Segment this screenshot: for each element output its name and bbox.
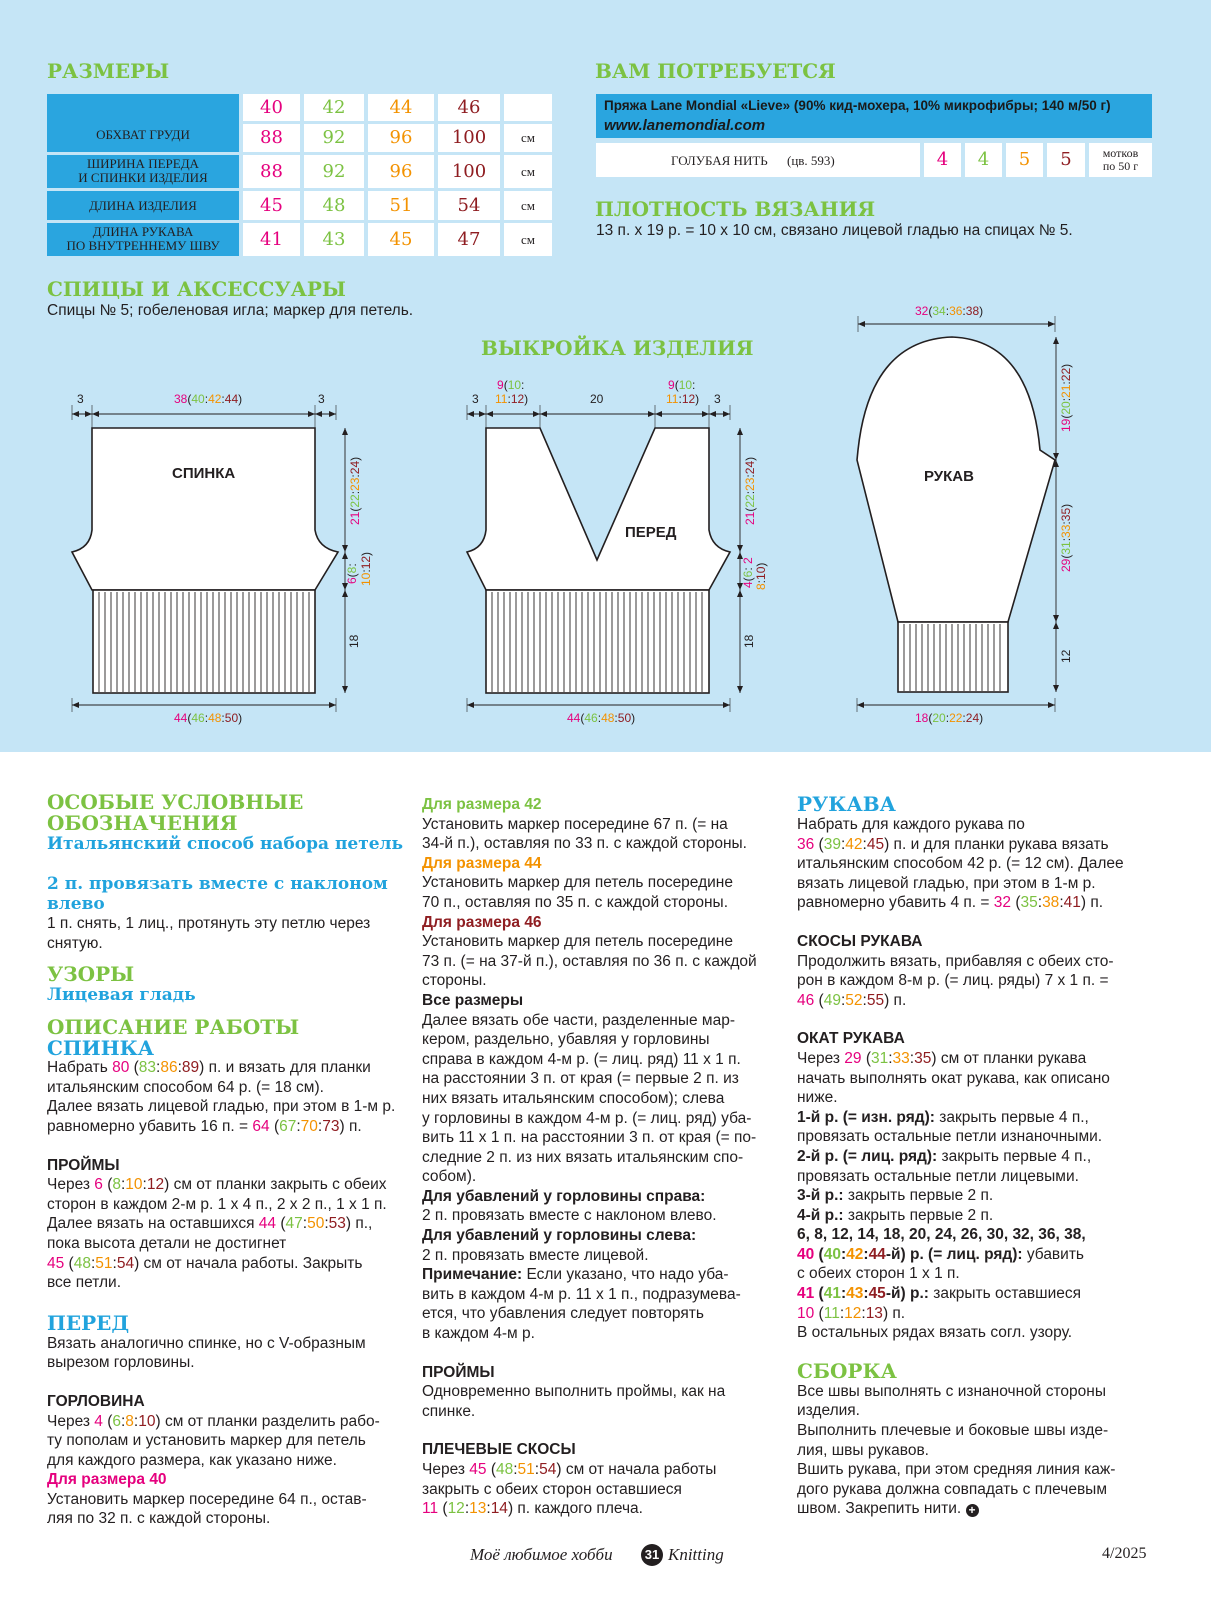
dim-18: 18 [347, 634, 361, 648]
text-line: Через 4 (6:8:10) см от планки разделить рабо- [47, 1412, 380, 1430]
dim-front-width: 44(46:48:50) [567, 711, 636, 725]
text-line: собом). [422, 1168, 477, 1186]
text-line: 1 п. снять, 1 лиц., протянуть эту петлю через [47, 915, 371, 932]
row-label-length: ДЛИНА ИЗДЕЛИЯ [89, 198, 197, 213]
back-heading: СПИНКА [47, 1036, 155, 1061]
cell: 96 [368, 155, 434, 188]
text-line: швом. Закрепить нити. + [797, 1499, 1167, 1519]
text-line: Через 29 (31:33:35) см от планки рукава [797, 1049, 1087, 1067]
dim-3: 3 [318, 392, 325, 406]
text-line: Установить маркер для петель посередине [422, 874, 733, 892]
assembly-heading: СБОРКА [797, 1358, 897, 1383]
text-line: все петли. [47, 1274, 122, 1292]
dim-18: 18 [742, 634, 756, 648]
cell: 88 [243, 155, 300, 188]
text-line: справа в каждом 4-м р. (= лиц. ряд) 11 х 1 п. [422, 1050, 741, 1068]
text-line: с обеих сторон 1 х 1 п. [797, 1265, 960, 1283]
row-label-chest: ОБХВАТ ГРУДИ [96, 127, 190, 142]
text-line: 73 п. (= на 37-й п.), оставляя по 36 п. с каждой [422, 952, 757, 970]
dim-back-h6b: 10:12) [359, 551, 373, 586]
text-line: Продолжить вязать, прибавляя с обеих сто- [797, 952, 1114, 970]
special-heading: ОСОБЫЕ УСЛОВНЫЕ [47, 790, 304, 814]
text-line: сторон в каждом 2-м р. 1 х 4 п., 2 х 2 п., 1 х 1 п. [47, 1195, 387, 1213]
row-label-sleeve-2: ПО ВНУТРЕННЕМУ ШВУ [66, 238, 220, 253]
neck-heading: ГОРЛОВИНА [47, 1392, 145, 1410]
text-line: вить 11 х 1 п. на расстоянии 3 п. от края (= по- [422, 1129, 757, 1147]
front-label: ПЕРЕД [625, 524, 677, 541]
text-line: закрыть с обеих сторон оставшиеся [422, 1480, 682, 1498]
text-line: Установить маркер посередине 67 п. (= на [422, 815, 728, 833]
magazine-name: Моё любимое хобби [470, 1545, 613, 1564]
end-mark-icon: + [966, 1504, 979, 1517]
column-1 [47, 792, 407, 1529]
text-line: Далее вязать обе части, разделенные мар- [422, 1011, 735, 1029]
page-number: 31 [641, 1544, 663, 1566]
page-footer [0, 1545, 1211, 1575]
dim-front-h4b: 8:10) [754, 562, 768, 590]
needles-heading: СПИЦЫ И АКСЕССУАРЫ [47, 277, 346, 301]
cell: 54 [438, 191, 500, 220]
text-line: В остальных рядах вязать согл. узору. [797, 1324, 1073, 1342]
gauge-text: 13 п. х 19 р. = 10 х 10 см, связано лицевой гладью на спицах № 5. [596, 222, 1073, 239]
needles-text: Спицы № 5; гобеленовая игла; маркер для петель. [47, 302, 414, 319]
text-line: спинке. [422, 1402, 476, 1420]
text-line: Установить маркер для петель посередине [422, 933, 733, 951]
text-line: Через 45 (48:51:54) см от начала работы [422, 1461, 717, 1478]
cell: 100 [438, 155, 500, 188]
text-line: равномерно убавить 16 п. = 64 (67:70:73) п. [47, 1117, 362, 1135]
column-2 [422, 795, 782, 1519]
sleeve-cuff [898, 622, 1008, 692]
unit: см [504, 124, 552, 152]
dim-sleeve-width: 18(20:22:24) [915, 711, 984, 725]
text-line: вязать лицевой гладью, при этом в 1-м р. [797, 874, 1096, 892]
text-line: следние 2 п. из них вязать итальянским спо- [422, 1148, 744, 1166]
k2tog-left: 2 п. провязать вместе с наклоном влево [47, 874, 388, 914]
row-label-sleeve-1: ДЛИНА РУКАВА [92, 224, 194, 239]
text-line: итальянским способом 64 р. (= 18 см). [47, 1078, 324, 1096]
section-name: Knitting [668, 1545, 724, 1564]
text-line: пока высота детали не достигнет [47, 1234, 287, 1252]
unit: см [504, 223, 552, 256]
text-line: стороны. [422, 972, 487, 990]
size40-heading: Для размера 40 [47, 1471, 167, 1489]
cell: 100 [438, 124, 500, 152]
cell: 45 [368, 223, 434, 256]
text-line: провязать остальные петли изнаночными. [797, 1128, 1103, 1146]
text-line: 70 п., оставляя по 35 п. с каждой стороны. [422, 893, 729, 911]
text-line: равномерно убавить 4 п. = 32 (35:38:41) п. [797, 894, 1104, 912]
bevel-heading: СКОСЫ РУКАВА [797, 932, 923, 950]
text-line: 11 (12:13:14) п. каждого плеча. [422, 1500, 643, 1518]
size-40: 40 [243, 94, 300, 121]
cell: 45 [243, 191, 300, 220]
gauge-heading: ПЛОТНОСТЬ ВЯЗАНИЯ [595, 197, 876, 221]
unit-line1: мотков [1102, 146, 1139, 160]
text-line: Все швы выполнять с изнаночной стороны [797, 1382, 1106, 1400]
row-label-width-1: ШИРИНА ПЕРЕДА [87, 156, 199, 171]
cell: 41 [243, 223, 300, 256]
text-line: 40 (40:42:44-й) р. (= лиц. ряд): убавить [797, 1245, 1085, 1263]
text-line: Выполнить плечевые и боковые швы изде- [797, 1422, 1109, 1440]
dim-neck-r2: 11:12) [666, 392, 700, 406]
text-line: 3-й р.: закрыть первые 2 п. [797, 1187, 994, 1205]
text-line: провязать остальные петли лицевыми. [797, 1167, 1079, 1185]
text-line: дого рукава должна совпадать с плечевым [797, 1480, 1107, 1498]
sizes-heading: РАЗМЕРЫ [47, 59, 170, 83]
text-line: 6, 8, 12, 14, 18, 20, 24, 26, 30, 32, 36, 38, [797, 1226, 1086, 1244]
text-line: Набрать 80 (83:86:89) п. и вязать для планки [47, 1059, 371, 1077]
back-label: СПИНКА [172, 465, 236, 482]
sleeve-label: РУКАВ [924, 468, 974, 485]
special-heading-2: ОБОЗНАЧЕНИЯ [47, 811, 238, 835]
cell: 48 [304, 191, 364, 220]
pattern-heading: ВЫКРОЙКА ИЗДЕЛИЯ [481, 336, 754, 360]
armholes-heading-2: ПРОЙМЫ [422, 1363, 495, 1381]
dim-front-h21: 21(22:23:24) [743, 456, 757, 525]
stockinette: Лицевая гладь [47, 985, 196, 1006]
text-line: 1-й р. (= изн. ряд): закрыть первые 4 п., [797, 1108, 1089, 1126]
text-line: Вязать аналогично спинке, но с V-образным [47, 1334, 366, 1352]
text-line: 2 п. провязать вместе лицевой. [422, 1246, 649, 1264]
front-heading: ПЕРЕД [47, 1310, 130, 1335]
text-line: начать выполнять окат рукава, как описано [797, 1069, 1110, 1087]
size-42: 42 [304, 94, 364, 121]
text-line: лия, швы рукавов. [797, 1441, 929, 1459]
text-line: 2 п. провязать вместе с наклоном влево. [422, 1207, 717, 1225]
cell: 92 [304, 124, 364, 152]
text-line: изделия. [797, 1402, 860, 1420]
text-line: снятую. [47, 934, 103, 952]
dim-back-width: 44(46:48:50) [174, 711, 243, 725]
unit-line2: по 50 г [1102, 159, 1139, 173]
dim-3: 3 [77, 392, 84, 406]
materials-heading: ВАМ ПОТРЕБУЕТСЯ [595, 59, 836, 83]
text-line: 2-й р. (= лиц. ряд): закрыть первые 4 п., [797, 1147, 1092, 1165]
text-line: них вязать итальянским способом); слева [422, 1089, 725, 1107]
sleeves-heading: РУКАВА [797, 792, 896, 816]
text-line: в каждом 4-м р. [422, 1325, 535, 1343]
text-line: Установить маркер посередине 64 п., остав- [47, 1490, 367, 1508]
color-code: (цв. 593) [787, 153, 835, 168]
armholes-heading: ПРОЙМЫ [47, 1156, 120, 1174]
pattern-schematic [0, 0, 1211, 752]
cell: 92 [304, 155, 364, 188]
skein-42: 4 [965, 143, 1002, 177]
right-dec-heading: Для убавлений у горловины справа: [422, 1187, 706, 1205]
text-line: 36 (39:42:45) п. и для планки рукава вязать [797, 835, 1109, 853]
text-line: ляя по 32 п. с каждой стороны. [47, 1510, 271, 1528]
text-line: Далее вязать на оставшихся 44 (47:50:53) п., [47, 1215, 373, 1233]
issue-number: 4/2025 [1102, 1545, 1147, 1562]
dim-front-h4a: 4(6: 2 [741, 557, 755, 588]
text-line: 10 (11:12:13) п. [797, 1304, 906, 1322]
text-line: 4-й р.: закрыть первые 2 п. [797, 1206, 994, 1224]
all-sizes-heading: Все размеры [422, 991, 524, 1009]
dim-3: 3 [714, 392, 721, 406]
dim-3: 3 [472, 392, 479, 406]
text-line: кером, раздельно, убавляя у горловины [422, 1031, 710, 1049]
dim-back-h6a: 6(8: [345, 563, 359, 584]
shoulder-heading: ПЛЕЧЕВЫЕ СКОСЫ [422, 1441, 576, 1459]
front-ribbing [486, 590, 709, 693]
yarn-url: www.lanemondial.com [604, 117, 766, 134]
dim-sleeve-cap: 19(20:21:22) [1059, 363, 1073, 432]
size44-heading: Для размера 44 [422, 854, 542, 872]
text-line: 41 (41:43:45-й) р.: закрыть оставшиеся [797, 1285, 1081, 1303]
text-line: ется, что убавления следует повторять [422, 1305, 704, 1323]
text-line: Набрать для каждого рукава по [797, 816, 1025, 833]
skein-44: 5 [1006, 143, 1043, 177]
text-line: ниже. [797, 1089, 838, 1107]
cell: 96 [368, 124, 434, 152]
dim-20: 20 [590, 392, 604, 406]
cell: 88 [243, 124, 300, 152]
text-line: вырезом горловины. [47, 1354, 195, 1372]
cell: 43 [304, 223, 364, 256]
text-line: Одновременно выполнить проймы, как на [422, 1383, 726, 1401]
text-line: 34-й п.), оставляя по 33 п. с каждой стороны. [422, 835, 747, 853]
cap-heading: ОКАТ РУКАВА [797, 1030, 905, 1048]
unit: см [504, 191, 552, 220]
color-label: ГОЛУБАЯ НИТЬ [671, 153, 768, 168]
text-line: для каждого размера, как указано ниже. [47, 1451, 337, 1469]
dim-12: 12 [1059, 649, 1073, 663]
size-46: 46 [438, 94, 500, 121]
yarn-line: Пряжа Lane Mondial «Lieve» (90% кид-мохера, 10% микрофибры; 140 м/50 г) [604, 98, 1111, 113]
text-line: 46 (49:52:55) п. [797, 991, 907, 1009]
text-line: итальянским способом 42 р. (= 12 см). Далее [797, 855, 1124, 873]
text-line: ту пополам и установить маркер для петель [47, 1432, 366, 1450]
patterns-heading: УЗОРЫ [47, 962, 135, 987]
text-line: у горловины в каждом 4-м р. (= лиц. ряд) уба- [422, 1109, 752, 1127]
work-heading: ОПИСАНИЕ РАБОТЫ [47, 1015, 300, 1040]
dim-neck-l1: 9(10: [497, 378, 525, 392]
size42-heading: Для размера 42 [422, 796, 542, 813]
left-dec-heading: Для убавлений у горловины слева: [422, 1227, 697, 1245]
text-line: Далее вязать лицевой гладью, при этом в 1-м р. [47, 1098, 396, 1116]
front-piece [467, 428, 730, 590]
text-line: Через 6 (8:10:12) см от планки закрыть с обеих [47, 1176, 387, 1194]
text-line: Вшить рукава, при этом средняя линия каж- [797, 1461, 1116, 1479]
unit: см [504, 155, 552, 188]
column-3 [797, 793, 1167, 1519]
text-line: на расстоянии 3 п. от края (= первые 2 п. из [422, 1070, 739, 1088]
dim-back-h21: 21(22:23:24) [348, 456, 362, 525]
row-label-width-2: И СПИНКИ ИЗДЕЛИЯ [78, 170, 208, 185]
skein-46: 5 [1047, 143, 1085, 177]
back-ribbing [93, 590, 315, 693]
text-line: рон в каждом 8-м р. (= лиц. ряды) 7 х 1 п. = [797, 972, 1109, 990]
dim-sleeve-top: 32(34:36:38) [915, 304, 984, 318]
dim-neck-l2: 11:12) [495, 392, 529, 406]
size46-heading: Для размера 46 [422, 913, 542, 931]
dim-sleeve-len: 29(31:33:35) [1059, 503, 1073, 572]
italian-caston: Итальянский способ набора петель [47, 834, 404, 854]
back-piece [72, 428, 338, 590]
skein-40: 4 [924, 143, 961, 177]
dim-neck-r1: 9(10: [668, 378, 696, 392]
dim-back-top: 38(40:42:44) [174, 392, 243, 406]
size-44: 44 [368, 94, 434, 121]
cell: 51 [368, 191, 434, 220]
cell: 47 [438, 223, 500, 256]
text-line: 45 (48:51:54) см от начала работы. Закрыть [47, 1254, 363, 1272]
text-line: вить в каждом 4-м р. 11 х 1 п., подразумева- [422, 1285, 741, 1303]
text-line: Примечание: Если указано, что надо уба- [422, 1266, 729, 1284]
